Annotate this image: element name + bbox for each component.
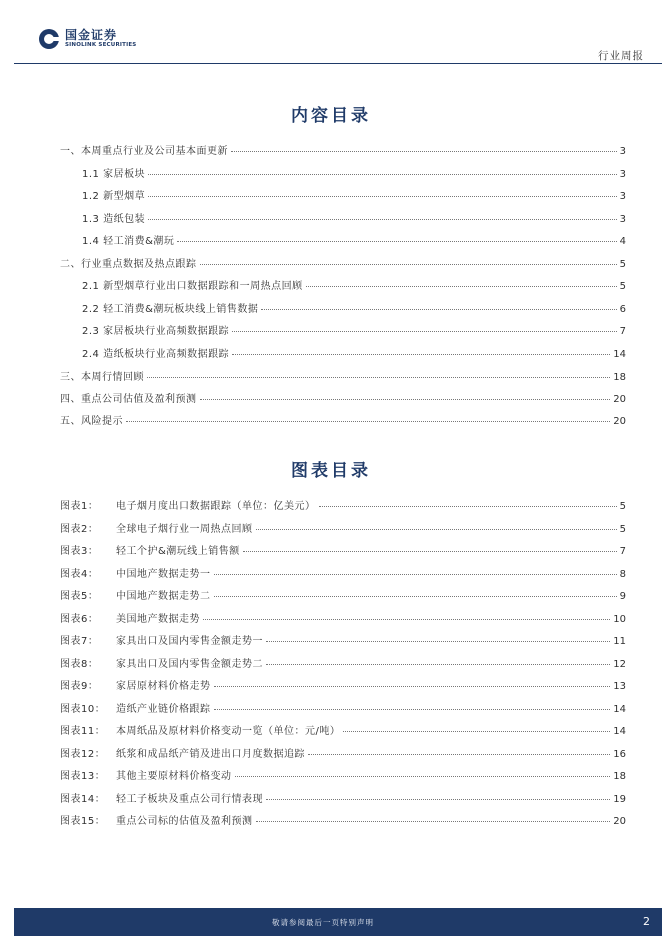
dot-leader xyxy=(148,195,617,197)
chart-index-title: 图表目录 xyxy=(291,461,371,481)
chart-index-entry[interactable] xyxy=(60,632,626,646)
chart-index-tag: 图表11： xyxy=(60,726,106,737)
toc-entry-label: 三、本周行情回顾 xyxy=(60,372,144,383)
toc-entry[interactable] xyxy=(60,390,626,404)
toc-entry-page: 3 xyxy=(619,169,626,180)
chart-index-page: 18 xyxy=(613,771,626,782)
chart-index-entry[interactable] xyxy=(60,587,626,601)
chart-index-tag: 图表13： xyxy=(60,771,106,782)
toc-entry[interactable] xyxy=(82,300,626,314)
chart-index-label: 造纸产业链价格跟踪 xyxy=(116,704,211,715)
chart-index-label: 电子烟月度出口数据跟踪（单位：亿美元） xyxy=(116,501,316,512)
dot-leader xyxy=(235,775,611,777)
chart-index-tag: 图表10： xyxy=(60,704,106,715)
chart-index-page: 20 xyxy=(613,816,626,827)
dot-leader xyxy=(266,663,610,665)
chart-index-label: 中国地产数据走势二 xyxy=(116,591,211,602)
dot-leader xyxy=(148,173,617,175)
toc-entry[interactable] xyxy=(82,322,626,336)
chart-index-page: 19 xyxy=(613,794,626,805)
chart-index-page: 7 xyxy=(619,546,626,557)
dot-leader xyxy=(214,573,617,575)
dot-leader xyxy=(256,528,617,530)
dot-leader xyxy=(214,685,611,687)
toc-title: 内容目录 xyxy=(291,106,371,126)
chart-index-label: 家具出口及国内零售金额走势二 xyxy=(116,659,263,670)
chart-index-entry[interactable] xyxy=(60,542,626,556)
chart-index-entry[interactable] xyxy=(60,767,626,781)
chart-index-tag: 图表12： xyxy=(60,749,106,760)
dot-leader xyxy=(177,240,616,242)
toc-entry-page: 18 xyxy=(613,372,626,383)
toc-entry[interactable] xyxy=(82,345,626,359)
dot-leader xyxy=(232,330,617,332)
company-logo xyxy=(38,28,136,50)
page-header xyxy=(0,0,662,62)
chart-index-label: 轻工个护&潮玩线上销售额 xyxy=(116,546,240,557)
dot-leader xyxy=(214,595,617,597)
dot-leader xyxy=(126,420,610,422)
chart-index-tag: 图表3： xyxy=(60,546,99,557)
page-number: 2 xyxy=(643,915,650,928)
chart-index-tag: 图表5： xyxy=(60,591,99,602)
logo-mark-icon xyxy=(38,28,60,50)
dot-leader xyxy=(147,376,610,378)
chart-index-entry[interactable] xyxy=(60,677,626,691)
toc-entry-label: 2.4 造纸板块行业高频数据跟踪 xyxy=(82,349,230,360)
chart-index-entry[interactable] xyxy=(60,722,626,736)
chart-index-page: 11 xyxy=(613,636,626,647)
dot-leader xyxy=(261,308,616,310)
dot-leader xyxy=(266,798,610,800)
toc-entry[interactable] xyxy=(82,277,626,291)
chart-index-entry[interactable] xyxy=(60,812,626,826)
chart-index-page: 8 xyxy=(619,569,626,580)
toc-entry-label: 2.2 轻工消费&潮玩板块线上销售数据 xyxy=(82,304,259,315)
toc-entry[interactable] xyxy=(60,412,626,426)
chart-index-label: 家居原材料价格走势 xyxy=(116,681,211,692)
header-divider xyxy=(14,63,662,64)
footer-bar xyxy=(14,908,632,936)
dot-leader xyxy=(343,730,610,732)
dot-leader xyxy=(232,353,610,355)
logo-chinese-name: 国金证券 xyxy=(65,28,118,43)
toc-entry-page: 3 xyxy=(619,191,626,202)
toc-entry-label: 2.1 新型烟草行业出口数据跟踪和一周热点回顾 xyxy=(82,281,303,292)
dot-leader xyxy=(243,550,617,552)
chart-index-entry[interactable] xyxy=(60,520,626,534)
toc-entry-label: 1.3 造纸包装 xyxy=(82,214,146,225)
toc-entry-page: 3 xyxy=(619,214,626,225)
dot-leader xyxy=(214,708,611,710)
toc-entry[interactable] xyxy=(60,255,626,269)
toc-entry-page: 14 xyxy=(613,349,626,360)
dot-leader xyxy=(148,218,617,220)
toc-entry-page: 3 xyxy=(619,146,626,157)
toc-entry-label: 四、重点公司估值及盈利预测 xyxy=(60,394,197,405)
toc-entry-page: 20 xyxy=(613,416,626,427)
chart-index-tag: 图表1： xyxy=(60,501,99,512)
chart-index-label: 其他主要原材料价格变动 xyxy=(116,771,232,782)
chart-index-tag: 图表9： xyxy=(60,681,99,692)
toc-entry[interactable] xyxy=(60,142,626,156)
chart-index-page: 5 xyxy=(619,524,626,535)
chart-index-page: 5 xyxy=(619,501,626,512)
toc-entry-label: 1.1 家居板块 xyxy=(82,169,146,180)
chart-index-entry[interactable] xyxy=(60,700,626,714)
chart-index-page: 14 xyxy=(613,726,626,737)
toc-entry-label: 1.4 轻工消费&潮玩 xyxy=(82,236,175,247)
dot-leader xyxy=(266,640,610,642)
page-number-box xyxy=(632,908,662,936)
toc-entry-page: 5 xyxy=(619,259,626,270)
toc-entry[interactable] xyxy=(82,210,626,224)
dot-leader xyxy=(200,263,617,265)
chart-index-label: 纸浆和成品纸产销及进出口月度数据追踪 xyxy=(116,749,305,760)
dot-leader xyxy=(256,820,611,822)
chart-index-label: 本周纸品及原材料价格变动一览（单位：元/吨） xyxy=(116,726,341,737)
chart-index-tag: 图表6： xyxy=(60,614,99,625)
toc-entry-label: 二、行业重点数据及热点跟踪 xyxy=(60,259,197,270)
chart-index-page: 12 xyxy=(613,659,626,670)
logo-english-name: SINOLINK SECURITIES xyxy=(65,42,137,49)
chart-index-page: 10 xyxy=(613,614,626,625)
chart-index-entry[interactable] xyxy=(60,610,626,624)
dot-leader xyxy=(306,285,617,287)
chart-index-tag: 图表2： xyxy=(60,524,99,535)
toc-entry[interactable] xyxy=(82,187,626,201)
chart-index-label: 全球电子烟行业一周热点回顾 xyxy=(116,524,253,535)
chart-index-entry[interactable] xyxy=(60,790,626,804)
toc-entry[interactable] xyxy=(82,232,626,246)
toc-entry-page: 20 xyxy=(613,394,626,405)
chart-index-tag: 图表15： xyxy=(60,816,106,827)
chart-index-page: 13 xyxy=(613,681,626,692)
toc-entry-page: 7 xyxy=(619,326,626,337)
toc-entry-label: 1.2 新型烟草 xyxy=(82,191,146,202)
toc-entry-page: 5 xyxy=(619,281,626,292)
dot-leader xyxy=(203,618,610,620)
toc-entry-label: 五、风险提示 xyxy=(60,416,123,427)
chart-index-tag: 图表14： xyxy=(60,794,106,805)
dot-leader xyxy=(200,398,611,400)
chart-index-label: 重点公司标的估值及盈利预测 xyxy=(116,816,253,827)
dot-leader xyxy=(319,505,617,507)
toc-entry-label: 一、本周重点行业及公司基本面更新 xyxy=(60,146,228,157)
chart-index-label: 中国地产数据走势一 xyxy=(116,569,211,580)
chart-index-tag: 图表4： xyxy=(60,569,99,580)
chart-index-entry[interactable] xyxy=(60,565,626,579)
document-type: 行业周报 xyxy=(598,50,644,62)
chart-index-tag: 图表7： xyxy=(60,636,99,647)
toc-entry-label: 2.3 家居板块行业高频数据跟踪 xyxy=(82,326,230,337)
chart-index-page: 9 xyxy=(619,591,626,602)
toc-entry[interactable] xyxy=(82,165,626,179)
toc-entry-page: 4 xyxy=(619,236,626,247)
chart-index-entry[interactable] xyxy=(60,745,626,759)
chart-index-label: 家具出口及国内零售金额走势一 xyxy=(116,636,263,647)
page-footer xyxy=(0,908,662,936)
dot-leader xyxy=(231,150,617,152)
chart-index-page: 16 xyxy=(613,749,626,760)
dot-leader xyxy=(308,753,610,755)
toc-entry[interactable] xyxy=(60,368,626,382)
toc-entry-page: 6 xyxy=(619,304,626,315)
chart-index-tag: 图表8： xyxy=(60,659,99,670)
footer-disclaimer: 敬请参阅最后一页特别声明 xyxy=(272,918,374,927)
chart-index-entry[interactable] xyxy=(60,655,626,669)
chart-index-entry[interactable] xyxy=(60,497,626,511)
chart-index-page: 14 xyxy=(613,704,626,715)
chart-index-label: 轻工子板块及重点公司行情表现 xyxy=(116,794,263,805)
chart-index-label: 美国地产数据走势 xyxy=(116,614,200,625)
